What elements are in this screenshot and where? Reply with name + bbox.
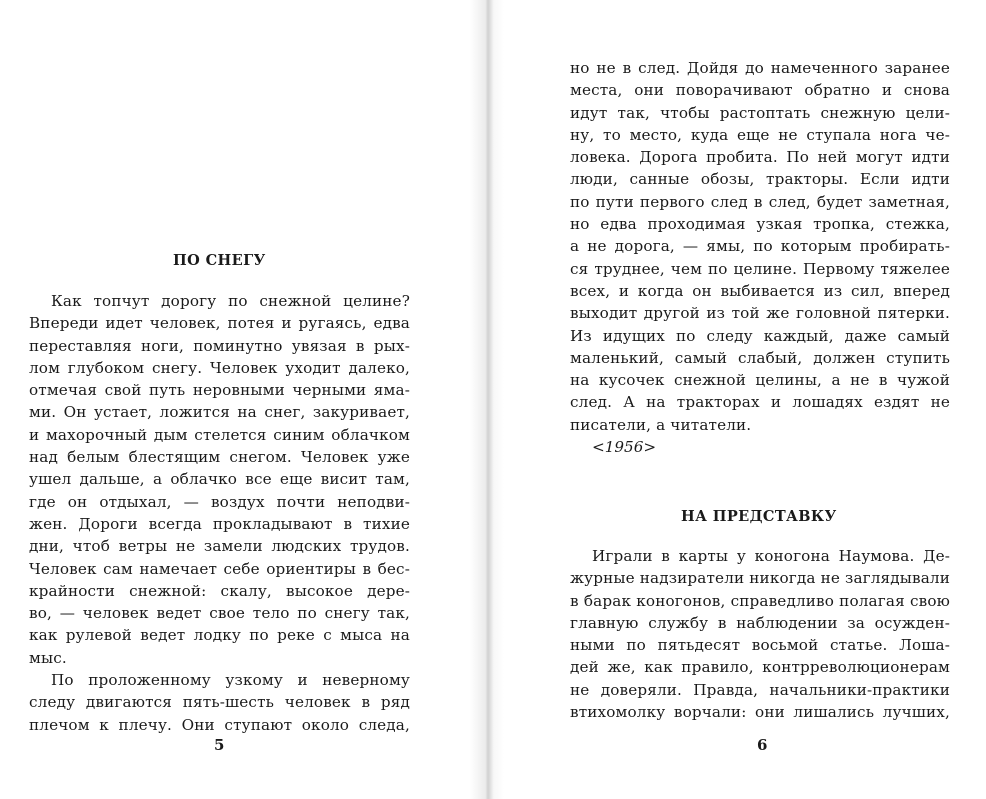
text-line: выходит другой из той же головной пятерки.	[570, 304, 950, 323]
text-line: но едва проходимая узкая тропка, стежка,	[570, 215, 950, 234]
text-line: лом глубоком снегу. Человек уходит далеко,	[29, 358, 410, 377]
text-line: крайности снежной: скалу, высокое дере-	[29, 581, 410, 600]
date-note: <1956>	[592, 438, 657, 456]
text-line: ми. Он устает, ложится на снег, закуривает,	[29, 403, 410, 422]
text-line: след. А на тракторах и лошадях ездят не	[570, 393, 950, 412]
text-line: По проложенному узкому и неверному	[51, 671, 410, 690]
text-line: писатели, а читатели.	[570, 415, 752, 434]
text-line: следу двигаются пять-шесть человек в ряд	[29, 693, 410, 712]
text-line: мыс.	[29, 648, 67, 667]
text-line: идут так, чтобы растоптать снежную цели-	[570, 103, 950, 122]
text-line: места, они поворачивают обратно и снова	[570, 81, 950, 100]
text-line: в барак коногонов, справедливо полагая свою	[570, 591, 950, 610]
chapter-heading-po-snegu: ПО СНЕГУ	[173, 252, 266, 269]
text-line: Человек сам намечает себе ориентиры в бес-	[29, 559, 410, 578]
text-line: как рулевой ведет лодку по реке с мыса на	[29, 626, 410, 645]
text-line: где он отдыхал, — воздух почти неподви-	[29, 492, 410, 511]
text-line: ловека. Дорога пробита. По ней могут идти	[570, 148, 950, 167]
right-page-text-bottom	[570, 545, 950, 723]
right-page	[488, 0, 986, 799]
page-number: 6	[757, 736, 768, 754]
text-line: ну, то место, куда еще не ступала нога че-	[570, 125, 950, 144]
text-line: над белым блестящим снегом. Человек уже	[29, 448, 410, 467]
left-page	[0, 0, 488, 799]
text-line: не доверяли. Правда, начальники-практики	[570, 680, 950, 699]
text-line: ушел дальше, а облачко все еще висит там,	[29, 470, 410, 489]
text-line: плечом к плечу. Они ступают около следа,	[29, 715, 410, 734]
text-line: ся труднее, чем по целине. Первому тяжелее	[570, 259, 950, 278]
right-page-text-top	[570, 57, 950, 436]
text-line: ными по пятьдесят восьмой статье. Лоша-	[570, 636, 950, 655]
text-line: отмечая свой путь неровными черными яма-	[29, 381, 410, 400]
text-line: и махорочный дым стелется синим облачком	[29, 425, 410, 444]
text-line: по пути первого след в след, будет заметная,	[570, 192, 950, 211]
text-line: журные надзиратели никогда не заглядывали	[570, 569, 950, 588]
text-line: но не в след. Дойдя до намеченного заранее	[570, 59, 950, 77]
text-line: Из идущих по следу каждый, даже самый	[570, 326, 950, 345]
text-line: дни, чтоб ветры не замели людских трудов.	[29, 537, 410, 556]
text-line: втихомолку ворчали: они лишались лучших,	[570, 703, 950, 722]
text-line: маленький, самый слабый, должен ступить	[570, 348, 950, 367]
text-line: всех, и когда он выбивается из сил, вперед	[570, 281, 950, 300]
left-page-text	[29, 290, 410, 736]
text-line: на кусочек снежной целины, а не в чужой	[570, 371, 950, 390]
text-line: Впереди идет человек, потея и ругаясь, едва	[29, 314, 410, 333]
text-line: люди, санные обозы, тракторы. Если идти	[570, 170, 950, 189]
text-line: Играли в карты у коногона Наумова. Де-	[592, 547, 950, 565]
page-number: 5	[214, 736, 225, 754]
text-line: главную службу в наблюдении за осужден-	[570, 613, 950, 632]
text-line: жен. Дороги всегда прокладывают в тихие	[29, 514, 410, 533]
text-line: дей же, как правило, контрреволюционерам	[570, 658, 950, 677]
text-line: во, — человек ведет свое тело по снегу так,	[29, 604, 410, 623]
text-line: Как топчут дорогу по снежной целине?	[51, 292, 410, 310]
chapter-heading-na-predstavku: НА ПРЕДСТАВКУ	[681, 508, 837, 525]
text-line: переставляя ноги, поминутно увязая в рых-	[29, 336, 410, 355]
text-line: а не дорога, — ямы, по которым пробирать-	[570, 237, 950, 256]
book-gutter	[470, 0, 504, 799]
